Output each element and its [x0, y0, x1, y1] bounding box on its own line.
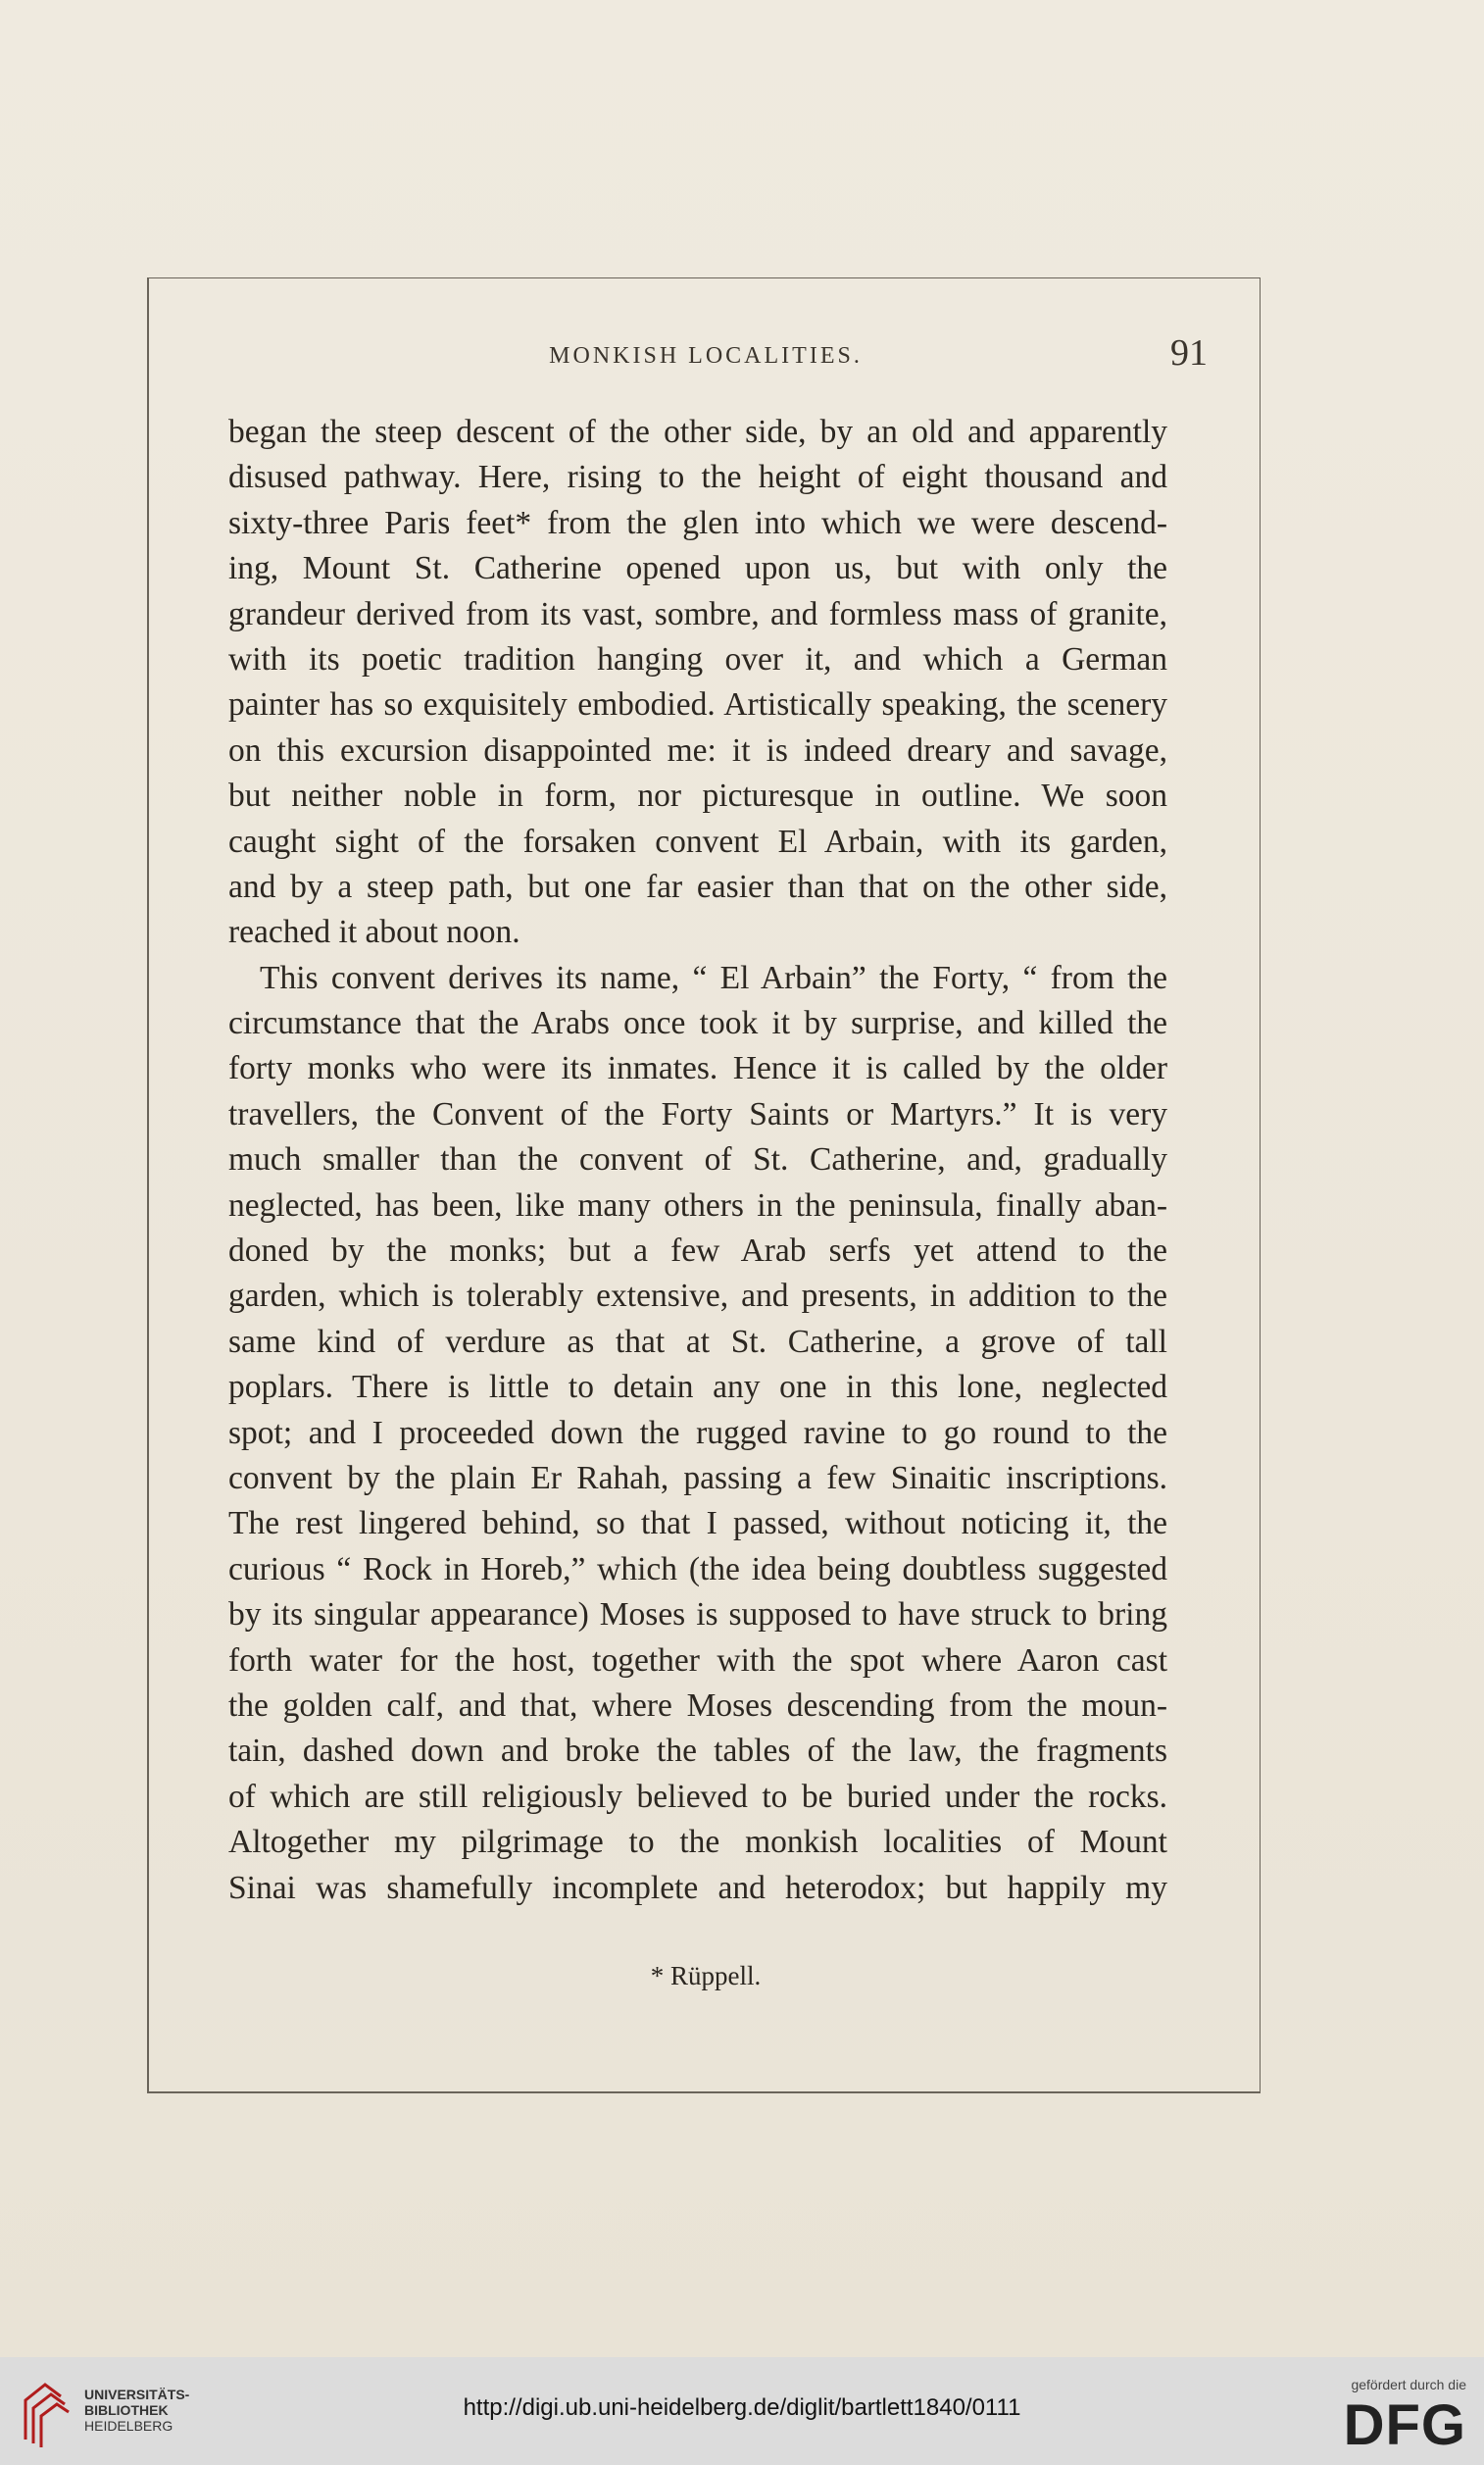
text-line: the golden calf, and that, where Moses descending from the moun- — [228, 1686, 1167, 1724]
library-name-line: HEIDELBERG — [84, 2418, 173, 2434]
text-line: reached it about noon. — [228, 914, 520, 951]
footnote: * Rüppell. — [650, 1961, 762, 1990]
text-line: Sinai was shamefully incomplete and heterodox; but happily my — [228, 1869, 1167, 1906]
text-line: of which are still religiously believed to be buried under the rocks. — [228, 1778, 1167, 1815]
text-line: tain, dashed down and broke the tables of the law, the fragments — [228, 1733, 1167, 1770]
text-line: neglected, has been, like many others in the peninsula, finally aban- — [228, 1186, 1167, 1224]
text-line: with its poetic tradition hanging over it, and which a German — [228, 640, 1167, 678]
running-title: MONKISH LOCALITIES. — [549, 343, 863, 369]
text-line: ing, Mount St. Catherine opened upon us, but with only the — [228, 550, 1167, 587]
page-number: 91 — [1170, 332, 1208, 374]
text-line: circumstance that the Arabs once took it by surprise, and killed the — [228, 1005, 1167, 1042]
funding-note: gefördert durch die — [1351, 2377, 1466, 2392]
text-line: and by a steep path, but one far easier than that on the other side, — [228, 868, 1167, 905]
text-line: doned by the monks; but a few Arab serfs yet attend to the — [228, 1232, 1167, 1270]
permalink-url[interactable]: http://digi.ub.uni-heidelberg.de/diglit/bartlett1840/0111 — [463, 2394, 1021, 2421]
library-name-line: BIBLIOTHEK — [84, 2402, 169, 2418]
text-line: convent by the plain Er Rahah, passing a few Sinaitic inscriptions. — [228, 1459, 1167, 1496]
text-line: began the steep descent of the other side, by an old and apparently — [228, 414, 1167, 450]
text-line: much smaller than the convent of St. Catherine, and, gradually — [228, 1141, 1167, 1179]
text-line: garden, which is tolerably extensive, and presents, in addition to the — [228, 1278, 1167, 1315]
text-line: disused pathway. Here, rising to the height of eight thousand and — [228, 459, 1167, 496]
text-line: grandeur derived from its vast, sombre, and formless mass of granite, — [228, 595, 1167, 632]
text-line: sixty-three Paris feet* from the glen into which we were descend- — [228, 504, 1167, 541]
text-line: travellers, the Convent of the Forty Saints or Martyrs.” It is very — [228, 1095, 1167, 1132]
text-line: Altogether my pilgrimage to the monkish localities of Mount — [228, 1824, 1167, 1861]
running-header — [225, 331, 1208, 382]
text-line: forty monks who were its inmates. Hence it is called by the older — [228, 1050, 1167, 1087]
text-line: on this excursion disappointed me: it is indeed dreary and savage, — [228, 731, 1167, 769]
text-line: painter has so exquisitely embodied. Artistically speaking, the scenery — [228, 686, 1167, 724]
digitization-footer — [0, 2357, 1484, 2465]
body-text — [228, 410, 1167, 1911]
text-line: The rest lingered behind, so that I passed, without noticing it, the — [228, 1505, 1167, 1542]
text-line: same kind of verdure as that at St. Catherine, a grove of tall — [228, 1323, 1167, 1360]
text-line: caught sight of the forsaken convent El Arbain, with its garden, — [228, 823, 1167, 860]
library-name-line: UNIVERSITÄTS- — [84, 2387, 190, 2402]
text-line: forth water for the host, together with the spot where Aaron cast — [228, 1641, 1167, 1679]
dfg-logo: DFG — [1343, 2393, 1466, 2457]
text-line: poplars. There is little to detain any one in this lone, neglected — [228, 1369, 1167, 1406]
text-line: curious “ Rock in Horeb,” which (the idea being doubtless suggested — [228, 1550, 1167, 1587]
text-line: spot; and I proceeded down the rugged ravine to go round to the — [228, 1414, 1167, 1451]
text-line: This convent derives its name, “ El Arbain” the Forty, “ from the — [260, 959, 1167, 996]
text-line: but neither noble in form, nor picturesque in outline. We soon — [228, 778, 1167, 815]
text-line: by its singular appearance) Moses is supposed to have struck to bring — [228, 1596, 1167, 1634]
